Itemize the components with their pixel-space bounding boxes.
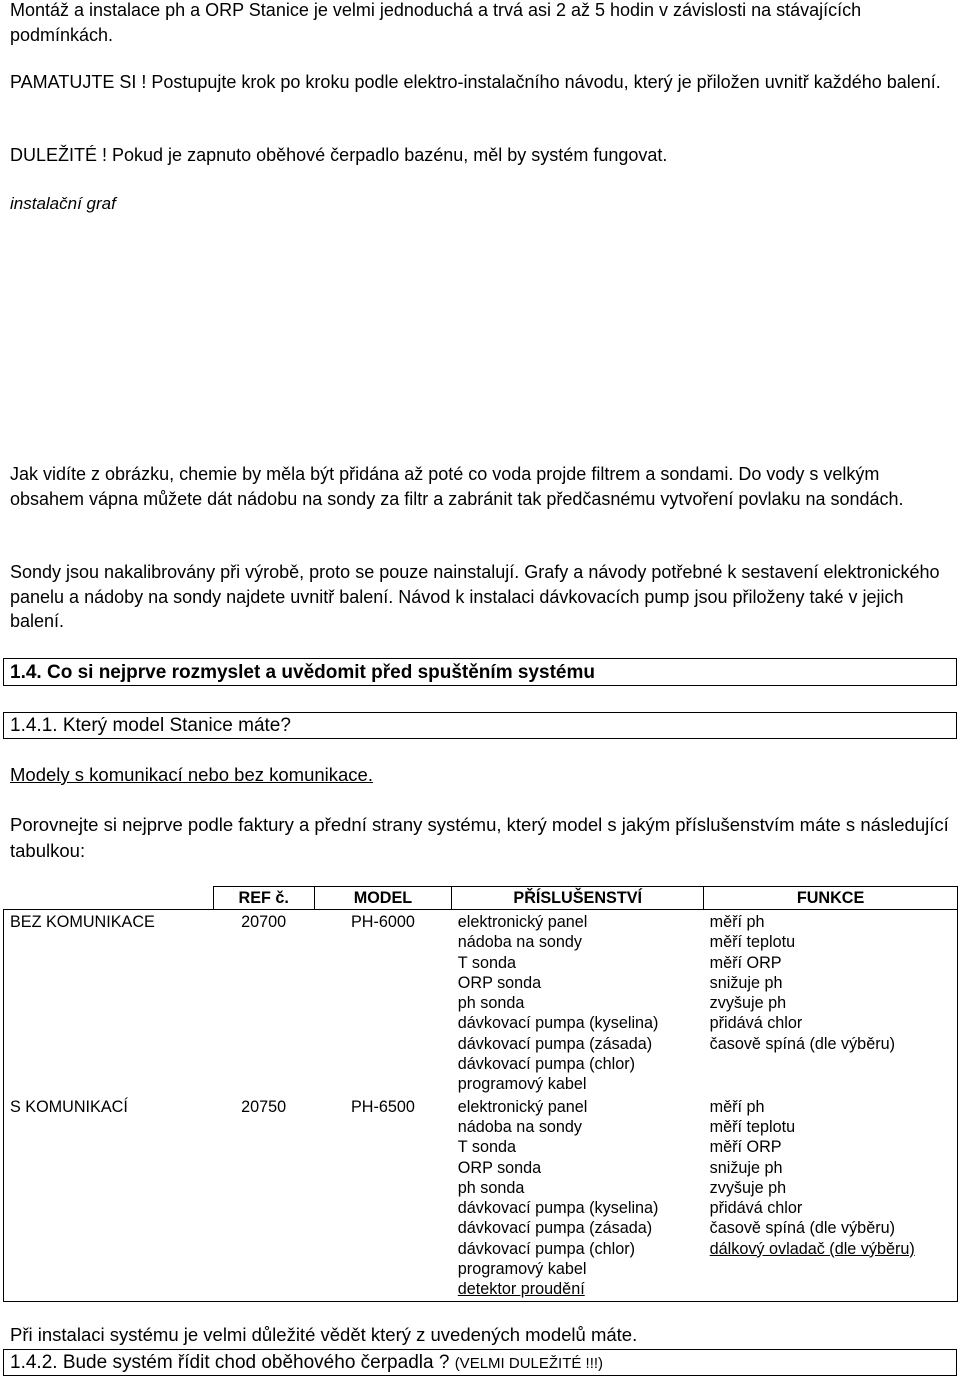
compare-paragraph: Porovnejte si nejprve podle faktury a přední strany systému, který model s jakým příslušenstvím máte s následující tabulkou: <box>10 814 949 861</box>
function-item: snižuje ph <box>709 973 783 992</box>
accessory-item: programový kabel <box>457 1075 587 1094</box>
heading-1-4-2-text: 1.4.2. Bude systém řídit chod oběhového čerpadla ? <box>10 1352 450 1373</box>
row-model: PH-6000 <box>351 913 415 931</box>
function-item: časově spíná (dle výběru) <box>709 1034 895 1053</box>
row-functions <box>704 1096 958 1301</box>
accessory-item: detektor proudění <box>457 1280 585 1299</box>
table-header-blank <box>4 887 214 910</box>
accessory-item: nádoba na sondy <box>457 1117 583 1136</box>
heading-1-4-2-note: (VELMI DULEŽITÉ !!!) <box>454 1355 604 1372</box>
intro-paragraph-3: DULEŽITÉ ! Pokud je zapnuto oběhové čerpadlo bazénu, měl by systém fungovat. <box>10 145 668 165</box>
table-header-model: MODEL <box>314 887 452 910</box>
accessory-item: T sonda <box>457 1138 516 1157</box>
accessory-item: elektronický panel <box>457 1097 588 1116</box>
section-heading-1-4-2 <box>3 1349 957 1376</box>
function-item: časově spíná (dle výběru) <box>709 1219 895 1238</box>
table-row <box>4 910 958 1096</box>
function-item: měří ph <box>709 913 765 931</box>
accessory-item: T sonda <box>457 953 516 972</box>
row-label: S KOMUNIKACÍ <box>10 1097 128 1116</box>
function-item: měří ORP <box>709 953 782 972</box>
accessory-item: ORP sonda <box>457 1158 542 1177</box>
function-item: měří teplotu <box>709 933 796 952</box>
row-accessories <box>452 1096 704 1301</box>
function-item: přidává chlor <box>709 1014 803 1033</box>
accessory-item: programový kabel <box>457 1260 587 1279</box>
row-ref: 20700 <box>241 913 287 931</box>
function-item: dálkový ovladač (dle výběru) <box>709 1239 915 1258</box>
row-functions <box>704 910 958 1096</box>
installation-graph-area <box>10 222 950 458</box>
body-paragraph-4: Jak vidíte z obrázku, chemie by měla být přidána až poté co voda projde filtrem a sondami. Do vody s velkým obsahem vápna můžete dát nádobu na sondy za filtr a zabránit tak předčasnému vytvoření povlaku na sondách. <box>10 464 904 509</box>
accessory-item: elektronický panel <box>457 913 588 931</box>
function-item: zvyšuje ph <box>709 1178 787 1197</box>
row-accessories <box>452 910 704 1096</box>
function-item: měří ph <box>709 1097 765 1116</box>
row-label: BEZ KOMUNIKACE <box>10 913 155 931</box>
table-row <box>4 1096 958 1301</box>
function-item: měří ORP <box>709 1138 782 1157</box>
function-item: snižuje ph <box>709 1158 783 1177</box>
table-header-ref: REF č. <box>213 887 314 910</box>
section-heading-1-4-1: 1.4.1. Který model Stanice máte? <box>3 712 957 739</box>
row-ref: 20750 <box>241 1097 287 1116</box>
accessory-item: dávkovací pumpa (zásada) <box>457 1034 653 1053</box>
intro-paragraph-2: PAMATUJTE SI ! Postupujte krok po kroku podle elektro-instalačního návodu, který je přiložen uvnitř každého balení. <box>10 72 941 92</box>
accessory-item: dávkovací pumpa (chlor) <box>457 1239 636 1258</box>
function-item: měří teplotu <box>709 1117 796 1136</box>
models-line: Modely s komunikací nebo bez komunikace. <box>10 764 373 785</box>
body-paragraph-5: Sondy jsou nakalibrovány při výrobě, proto se pouze nainstalují. Grafy a návody potřebné k sestavení elektronického panelu a nádoby na sondy najdete uvnitř balení. Návod k instalaci dávkovacích pump jsou přiloženy také v jejich balení. <box>10 562 940 631</box>
intro-paragraph-1: Montáž a instalace ph a ORP Stanice je velmi jednoduchá a trvá asi 2 až 5 hodin v závislosti na stávajících podmínkách. <box>10 0 862 45</box>
accessory-item: dávkovací pumpa (kyselina) <box>457 1199 659 1218</box>
function-item: zvyšuje ph <box>709 994 787 1013</box>
accessory-item: nádoba na sondy <box>457 933 583 952</box>
table-header-accessories: PŘÍSLUŠENSTVÍ <box>452 887 704 910</box>
accessory-item: ph sonda <box>457 1178 525 1197</box>
section-heading-1-4: 1.4. Co si nejprve rozmyslet a uvědomit před spuštěním systému <box>3 658 957 686</box>
accessory-item: ORP sonda <box>457 973 542 992</box>
graph-label: instalační graf <box>10 194 116 213</box>
row-model: PH-6500 <box>351 1097 415 1116</box>
accessory-item: dávkovací pumpa (kyselina) <box>457 1014 659 1033</box>
accessory-item: dávkovací pumpa (chlor) <box>457 1055 636 1074</box>
accessory-item: ph sonda <box>457 994 525 1013</box>
function-item: přidává chlor <box>709 1199 803 1218</box>
table-header-row <box>4 887 958 910</box>
accessory-item: dávkovací pumpa (zásada) <box>457 1219 653 1238</box>
footer-paragraph-6: Při instalaci systému je velmi důležité vědět který z uvedených modelů máte. <box>10 1324 638 1345</box>
models-table <box>3 886 958 1302</box>
table-header-functions: FUNKCE <box>704 887 958 910</box>
